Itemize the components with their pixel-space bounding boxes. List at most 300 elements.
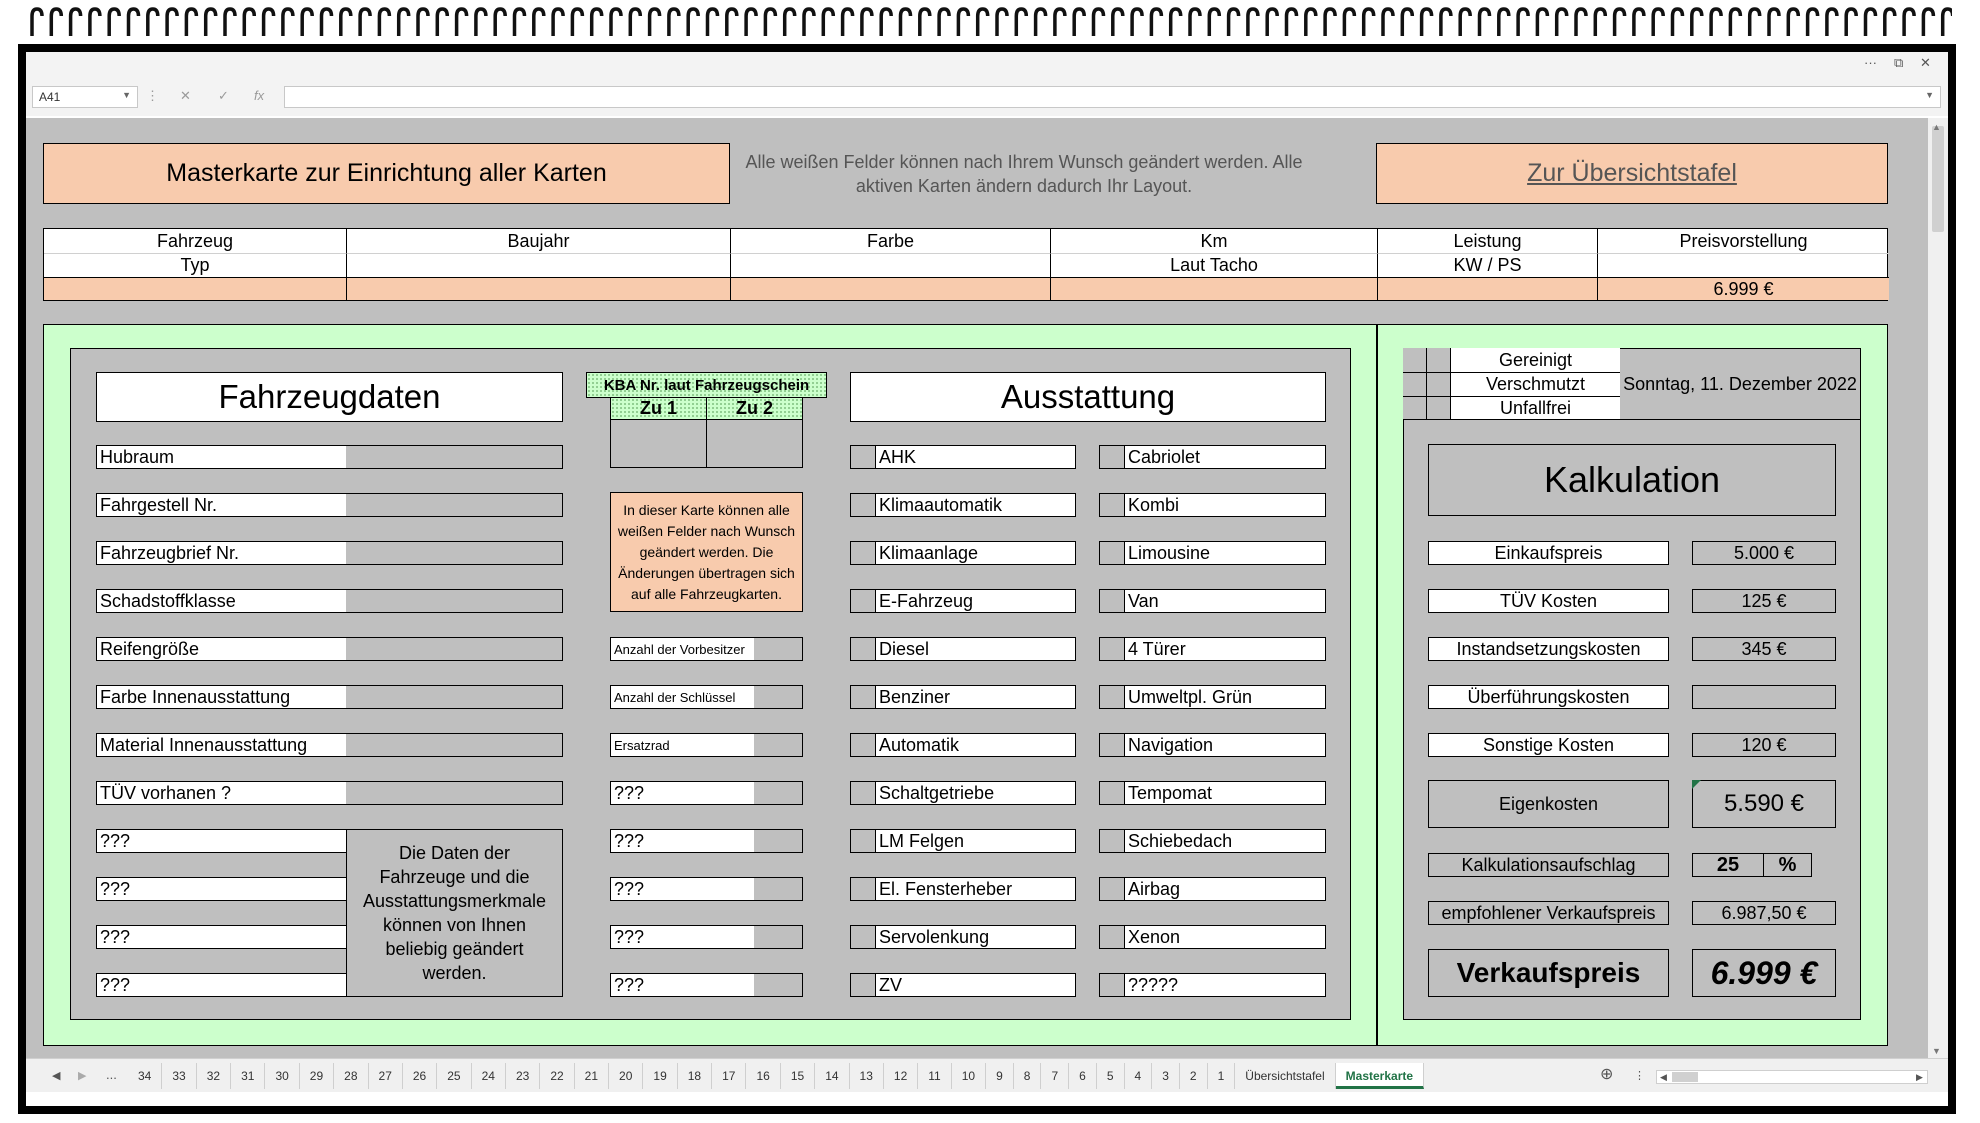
kba-col1-value[interactable] xyxy=(610,420,707,468)
summary-cell: Farbe xyxy=(730,229,1050,253)
more-options-icon[interactable]: ··· xyxy=(1864,55,1877,70)
sheet-tab[interactable]: 14 xyxy=(815,1063,849,1089)
restore-window-icon[interactable]: ⧉ xyxy=(1894,55,1904,70)
sheet-tab[interactable]: 33 xyxy=(162,1063,196,1089)
spiral-ring xyxy=(1518,9,1528,36)
spiral-ring xyxy=(881,9,891,36)
sheet-tab[interactable]: 24 xyxy=(472,1063,506,1089)
spiral-ring xyxy=(360,9,370,36)
kba-row-label[interactable]: ??? xyxy=(610,973,755,997)
feature-label[interactable]: Van xyxy=(1124,589,1326,613)
sheet-tab[interactable]: 22 xyxy=(540,1063,574,1089)
feature-label[interactable]: ZV xyxy=(875,973,1076,997)
spiral-ring xyxy=(804,9,814,36)
sheet-tab[interactable]: 28 xyxy=(334,1063,368,1089)
fahrzeugdaten-value[interactable] xyxy=(346,445,563,469)
feature-label[interactable]: Servolenkung xyxy=(875,925,1076,949)
sheet-tab[interactable]: 31 xyxy=(231,1063,265,1089)
spiral-ring xyxy=(1441,9,1451,36)
spiral-ring xyxy=(1750,9,1760,36)
summary-cell: Fahrzeug xyxy=(156,230,234,251)
spiral-ring xyxy=(148,9,158,36)
spiral-ring xyxy=(495,9,505,36)
kba-row-label[interactable]: Anzahl der Vorbesitzer xyxy=(610,637,755,661)
feature-label[interactable]: AHK xyxy=(875,445,1076,469)
kba-row-label[interactable]: ??? xyxy=(610,925,755,949)
summary-table xyxy=(43,228,1888,301)
status-label[interactable]: Gereinigt xyxy=(1451,348,1620,372)
spiral-ring xyxy=(1730,9,1740,36)
spiral-ring xyxy=(1325,9,1335,36)
sheet-tab[interactable]: 17 xyxy=(712,1063,746,1089)
spiral-ring xyxy=(167,9,177,36)
spiral-ring xyxy=(1711,9,1721,36)
feature-checkbox[interactable] xyxy=(850,973,876,997)
name-box-value: A41 xyxy=(39,90,61,104)
next-sheet-icon[interactable]: ▶ xyxy=(78,1070,87,1082)
summary-cell: Baujahr xyxy=(346,229,730,253)
sheet-tab[interactable]: 34 xyxy=(128,1063,162,1089)
more-sheets-button[interactable]: ... xyxy=(106,1067,117,1082)
fahrzeugdaten-extra-label[interactable]: ??? xyxy=(96,973,347,997)
feature-checkbox[interactable] xyxy=(1099,445,1125,469)
spiral-ring xyxy=(1074,9,1084,36)
spiral-ring xyxy=(1113,9,1123,36)
sheet-tab[interactable]: 9 xyxy=(986,1063,1014,1089)
spiral-ring xyxy=(206,9,216,36)
spiral-ring xyxy=(785,9,795,36)
kba-row-value[interactable] xyxy=(754,973,803,997)
fahrzeugdaten-label[interactable]: Schadstoffklasse xyxy=(96,589,347,613)
feature-checkbox[interactable] xyxy=(1099,733,1125,757)
summary-cell[interactable] xyxy=(730,277,1050,300)
kba-row-value[interactable] xyxy=(754,925,803,949)
sheet-tab[interactable]: 23 xyxy=(506,1063,540,1089)
spiral-ring xyxy=(1055,9,1065,36)
spiral-ring xyxy=(592,9,602,36)
sheet-tab[interactable]: 29 xyxy=(300,1063,334,1089)
feature-label[interactable]: Cabriolet xyxy=(1124,445,1326,469)
spiral-ring xyxy=(1673,9,1683,36)
sheet-tab[interactable]: 4 xyxy=(1125,1063,1153,1089)
fahrzeugdaten-value[interactable] xyxy=(346,589,563,613)
close-window-icon[interactable]: ✕ xyxy=(1920,55,1931,70)
spiral-ring xyxy=(765,9,775,36)
spiral-ring xyxy=(688,9,698,36)
spiral-ring xyxy=(71,9,81,36)
feature-label[interactable]: Klimaautomatik xyxy=(875,493,1076,517)
feature-checkbox[interactable] xyxy=(1099,685,1125,709)
kalkulation-label[interactable]: TÜV Kosten xyxy=(1428,589,1669,613)
verkaufspreis-value: 6.999 € xyxy=(1692,949,1836,997)
fahrzeugdaten-label[interactable]: TÜV vorhanen ? xyxy=(96,781,347,805)
summary-cell[interactable]: 6.999 € xyxy=(1597,277,1889,300)
cancel-icon[interactable]: ✕ xyxy=(180,88,191,103)
empfohlen-value: 6.987,50 € xyxy=(1692,901,1836,925)
kalkulation-value[interactable] xyxy=(1692,685,1836,709)
sheet-tab[interactable]: 16 xyxy=(746,1063,780,1089)
spiral-ring xyxy=(611,9,621,36)
summary-cell[interactable] xyxy=(44,277,346,300)
fahrzeugdaten-value[interactable] xyxy=(346,637,563,661)
fahrzeugdaten-label[interactable]: Material Innenausstattung xyxy=(96,733,347,757)
kalkulation-label[interactable]: Überführungskosten xyxy=(1428,685,1669,709)
feature-label[interactable]: 4 Türer xyxy=(1124,637,1326,661)
summary-cell: Preisvorstellung xyxy=(1597,229,1889,253)
spiral-ring xyxy=(862,9,872,36)
aufschlag-label: Kalkulationsaufschlag xyxy=(1428,853,1669,877)
fahrzeugdaten-extra-label[interactable]: ??? xyxy=(96,925,347,949)
status-label[interactable]: Unfallfrei xyxy=(1451,396,1620,419)
spiral-ring xyxy=(90,9,100,36)
summary-cell: Leistung xyxy=(1377,229,1597,253)
sheet-tabs xyxy=(128,1063,1424,1089)
fahrzeugdaten-value[interactable] xyxy=(346,493,563,517)
spiral-ring xyxy=(939,9,949,36)
spiral-ring xyxy=(1229,9,1239,36)
kba-row-label[interactable]: ??? xyxy=(610,781,755,805)
more-options-icon: ⋮ xyxy=(1634,1070,1645,1082)
feature-checkbox[interactable] xyxy=(1099,541,1125,565)
fahrzeugdaten-label[interactable]: Reifengröße xyxy=(96,637,347,661)
eigenkosten-label: Eigenkosten xyxy=(1428,780,1669,828)
sheet-tab[interactable]: 7 xyxy=(1041,1063,1069,1089)
summary-cell[interactable] xyxy=(1050,277,1377,300)
status-marker-cell xyxy=(1403,348,1427,372)
sheet-tab[interactable]: 21 xyxy=(575,1063,609,1089)
feature-checkbox[interactable] xyxy=(1099,877,1125,901)
spiral-ring xyxy=(1769,9,1779,36)
sheet-tab[interactable]: 26 xyxy=(403,1063,437,1089)
feature-label[interactable]: Automatik xyxy=(875,733,1076,757)
sheet-tab[interactable]: 13 xyxy=(850,1063,884,1089)
feature-label[interactable]: LM Felgen xyxy=(875,829,1076,853)
feature-label[interactable]: E-Fahrzeug xyxy=(875,589,1076,613)
spiral-ring xyxy=(1364,9,1374,36)
kba-row-label[interactable]: ??? xyxy=(610,877,755,901)
chevron-down-icon[interactable]: ▼ xyxy=(1925,90,1934,100)
feature-checkbox[interactable] xyxy=(850,829,876,853)
verkaufspreis-label: Verkaufspreis xyxy=(1428,949,1669,997)
fahrzeugdaten-value[interactable] xyxy=(346,685,563,709)
spiral-ring xyxy=(1595,9,1605,36)
spiral-ring xyxy=(1306,9,1316,36)
summary-cell[interactable] xyxy=(346,277,730,300)
spiral-ring xyxy=(1344,9,1354,36)
feature-label[interactable]: Kombi xyxy=(1124,493,1326,517)
vertical-scroll-thumb[interactable] xyxy=(1932,126,1944,232)
spiral-ring xyxy=(958,9,968,36)
spiral-ring xyxy=(843,9,853,36)
feature-label[interactable]: Limousine xyxy=(1124,541,1326,565)
summary-cell[interactable] xyxy=(1377,277,1597,300)
kalkulation-label[interactable]: Instandsetzungskosten xyxy=(1428,637,1669,661)
spiral-ring xyxy=(1267,9,1277,36)
fahrzeugdaten-note: Die Daten der Fahrzeuge und die Ausstattungsmerkmale können von Ihnen beliebig geändert werden. xyxy=(346,829,563,997)
spiral-ring xyxy=(302,9,312,36)
spiral-ring xyxy=(1846,9,1856,36)
spiral-ring xyxy=(264,9,274,36)
spiral-ring xyxy=(476,9,486,36)
spiral-ring xyxy=(1904,9,1914,36)
spiral-ring xyxy=(109,9,119,36)
spiral-ring xyxy=(669,9,679,36)
feature-checkbox[interactable] xyxy=(850,493,876,517)
kba-row-value[interactable] xyxy=(754,829,803,853)
overview-link[interactable]: Zur Übersichtstafel xyxy=(1376,143,1888,204)
feature-label[interactable]: Tempomat xyxy=(1124,781,1326,805)
feature-label[interactable]: Schiebedach xyxy=(1124,829,1326,853)
kba-row-label[interactable]: ??? xyxy=(610,829,755,853)
feature-label[interactable]: Xenon xyxy=(1124,925,1326,949)
status-label[interactable]: Verschmutzt xyxy=(1451,372,1620,396)
spiral-ring xyxy=(1460,9,1470,36)
summary-cell: KW / PS xyxy=(1377,253,1597,277)
feature-label[interactable]: Diesel xyxy=(875,637,1076,661)
spiral-ring xyxy=(1190,9,1200,36)
spiral-ring xyxy=(1094,9,1104,36)
panel-divider xyxy=(1376,324,1378,1046)
status-checkbox[interactable] xyxy=(1427,348,1451,372)
spiral-ring xyxy=(1692,9,1702,36)
sheet-tab[interactable]: 20 xyxy=(609,1063,643,1089)
instruction-note: Alle weißen Felder können nach Ihrem Wunsch geändert werden. Alle aktiven Karten ändern dadurch Ihr Layout. xyxy=(745,152,1303,196)
spiral-ring xyxy=(1499,9,1509,36)
spiral-ring xyxy=(379,9,389,36)
summary-cell: Typ xyxy=(44,253,346,277)
feature-checkbox[interactable] xyxy=(1099,973,1125,997)
date-display: Sonntag, 11. Dezember 2022 xyxy=(1619,348,1861,420)
fahrzeugdaten-value[interactable] xyxy=(346,541,563,565)
spiral-ring xyxy=(823,9,833,36)
sheet-tab[interactable]: 6 xyxy=(1069,1063,1097,1089)
spiral-binding xyxy=(28,6,1952,40)
spiral-ring xyxy=(978,9,988,36)
sheet-tab[interactable]: 11 xyxy=(918,1063,951,1089)
spiral-ring xyxy=(399,9,409,36)
sheet-tab[interactable]: 5 xyxy=(1097,1063,1125,1089)
kba-title: KBA Nr. laut Fahrzeugschein xyxy=(586,372,827,398)
spiral-ring xyxy=(244,9,254,36)
sheet-tab[interactable]: 30 xyxy=(265,1063,299,1089)
feature-checkbox[interactable] xyxy=(850,445,876,469)
feature-label[interactable]: ????? xyxy=(1124,973,1326,997)
spiral-ring xyxy=(572,9,582,36)
spiral-ring xyxy=(1885,9,1895,36)
aufschlag-value[interactable]: 25 xyxy=(1692,853,1764,877)
spiral-ring xyxy=(1402,9,1412,36)
spiral-ring xyxy=(553,9,563,36)
more-options-icon: ⋮ xyxy=(146,88,159,103)
sheet-tab[interactable]: 1 xyxy=(1208,1063,1236,1089)
sheet-tab[interactable]: 10 xyxy=(952,1063,986,1089)
status-marker-cell xyxy=(1403,372,1427,396)
spiral-ring xyxy=(901,9,911,36)
add-sheet-icon[interactable]: ⊕ xyxy=(1600,1066,1614,1083)
spiral-ring xyxy=(51,9,61,36)
fahrzeugdaten-label[interactable]: Hubraum xyxy=(96,445,347,469)
kalkulation-value[interactable]: 5.000 € xyxy=(1692,541,1836,565)
sheet-tab[interactable]: Übersichtstafel xyxy=(1235,1063,1335,1089)
feature-checkbox[interactable] xyxy=(850,733,876,757)
fahrzeugdaten-label[interactable]: Fahrzeugbrief Nr. xyxy=(96,541,347,565)
chevron-down-icon[interactable]: ▼ xyxy=(122,90,131,100)
sheet-tab[interactable]: 2 xyxy=(1180,1063,1208,1089)
kba-col1-header: Zu 1 xyxy=(610,398,707,420)
summary-cell: Laut Tacho xyxy=(1050,253,1377,277)
fahrzeugdaten-value[interactable] xyxy=(346,781,563,805)
spiral-ring xyxy=(1248,9,1258,36)
cell-comment-marker xyxy=(1692,780,1701,789)
kalkulation-value[interactable]: 120 € xyxy=(1692,733,1836,757)
kalkulation-value[interactable]: 125 € xyxy=(1692,589,1836,613)
feature-checkbox[interactable] xyxy=(1099,493,1125,517)
sheet-tab[interactable]: 15 xyxy=(781,1063,815,1089)
feature-checkbox[interactable] xyxy=(1099,637,1125,661)
feature-label[interactable]: Klimaanlage xyxy=(875,541,1076,565)
spiral-ring xyxy=(727,9,737,36)
spiral-ring xyxy=(1557,9,1567,36)
spiral-ring xyxy=(341,9,351,36)
page-title: Masterkarte zur Einrichtung aller Karten xyxy=(43,143,730,204)
spiral-ring xyxy=(437,9,447,36)
scroll-down-icon[interactable]: ▼ xyxy=(1932,1046,1941,1056)
summary-cell: Km xyxy=(1050,229,1377,253)
spiral-ring xyxy=(1383,9,1393,36)
sheet-tab[interactable]: 25 xyxy=(437,1063,471,1089)
spiral-ring xyxy=(1480,9,1490,36)
spiral-ring xyxy=(1171,9,1181,36)
fahrzeugdaten-label[interactable]: Farbe Innenausstattung xyxy=(96,685,347,709)
feature-checkbox[interactable] xyxy=(850,925,876,949)
fahrzeugdaten-title: Fahrzeugdaten xyxy=(96,372,563,422)
summary-cell xyxy=(1597,253,1889,277)
spiral-ring xyxy=(515,9,525,36)
sheet-tab[interactable]: 27 xyxy=(369,1063,403,1089)
spiral-ring xyxy=(1653,9,1663,36)
spiral-ring xyxy=(418,9,428,36)
ausstattung-title: Ausstattung xyxy=(850,372,1326,422)
sheet-tab[interactable]: Masterkarte xyxy=(1336,1063,1424,1089)
feature-label[interactable]: Airbag xyxy=(1124,877,1326,901)
feature-checkbox[interactable] xyxy=(850,541,876,565)
spiral-ring xyxy=(1132,9,1142,36)
fahrzeugdaten-value[interactable] xyxy=(346,733,563,757)
feature-label[interactable]: Benziner xyxy=(875,685,1076,709)
status-checkbox[interactable] xyxy=(1427,396,1451,419)
prev-sheet-icon[interactable]: ◀ xyxy=(52,1070,61,1082)
kba-row-value[interactable] xyxy=(754,685,803,709)
fahrzeugdaten-extra-label[interactable]: ??? xyxy=(96,829,347,853)
excel-titlebar xyxy=(26,52,1948,80)
kba-row-value[interactable] xyxy=(754,781,803,805)
sheet-tab[interactable]: 3 xyxy=(1152,1063,1180,1089)
spiral-ring xyxy=(746,9,756,36)
spiral-ring xyxy=(1036,9,1046,36)
fahrzeugdaten-label[interactable]: Fahrgestell Nr. xyxy=(96,493,347,517)
kba-row-label[interactable]: Anzahl der Schlüssel xyxy=(610,685,755,709)
feature-checkbox[interactable] xyxy=(850,781,876,805)
name-box[interactable] xyxy=(32,86,138,108)
feature-label[interactable]: Umweltpl. Grün xyxy=(1124,685,1326,709)
sheet-tab[interactable]: 19 xyxy=(643,1063,677,1089)
feature-label[interactable]: Navigation xyxy=(1124,733,1326,757)
feature-checkbox[interactable] xyxy=(1099,589,1125,613)
spiral-ring xyxy=(32,9,42,36)
spiral-ring xyxy=(322,9,332,36)
kba-col2-value[interactable] xyxy=(706,420,803,468)
spiral-ring xyxy=(1808,9,1818,36)
formula-input[interactable] xyxy=(284,86,1941,108)
spiral-ring xyxy=(534,9,544,36)
check-icon[interactable]: ✓ xyxy=(218,88,229,103)
sheet-tab[interactable]: 18 xyxy=(678,1063,712,1089)
spiral-ring xyxy=(920,9,930,36)
spiral-ring xyxy=(1634,9,1644,36)
feature-checkbox[interactable] xyxy=(1099,829,1125,853)
spiral-ring xyxy=(1943,9,1952,36)
horizontal-scroll-thumb[interactable] xyxy=(1672,1072,1698,1082)
vertical-scrollbar[interactable] xyxy=(1928,118,1948,1058)
sheet-tab[interactable]: 32 xyxy=(197,1063,231,1089)
scroll-right-icon[interactable]: ▶ xyxy=(1916,1072,1923,1082)
sheet-tab[interactable]: 8 xyxy=(1014,1063,1042,1089)
feature-checkbox[interactable] xyxy=(850,877,876,901)
feature-checkbox[interactable] xyxy=(1099,781,1125,805)
kba-row-value[interactable] xyxy=(754,877,803,901)
spiral-ring xyxy=(1615,9,1625,36)
spiral-ring xyxy=(1788,9,1798,36)
kalkulation-title: Kalkulation xyxy=(1428,444,1836,516)
spiral-ring xyxy=(1016,9,1026,36)
fahrzeugdaten-extra-label[interactable]: ??? xyxy=(96,877,347,901)
kalkulation-value[interactable]: 345 € xyxy=(1692,637,1836,661)
spiral-ring xyxy=(1923,9,1933,36)
summary-cell xyxy=(730,253,1050,277)
spiral-ring xyxy=(1827,9,1837,36)
kba-row-label[interactable]: Ersatzrad xyxy=(610,733,755,757)
status-checkbox[interactable] xyxy=(1427,372,1451,396)
function-icon[interactable]: fx xyxy=(254,88,265,103)
sheet-tab[interactable]: 12 xyxy=(884,1063,918,1089)
feature-checkbox[interactable] xyxy=(850,685,876,709)
kba-row-value[interactable] xyxy=(754,733,803,757)
feature-checkbox[interactable] xyxy=(850,637,876,661)
spiral-ring xyxy=(708,9,718,36)
feature-checkbox[interactable] xyxy=(1099,925,1125,949)
spiral-ring xyxy=(630,9,640,36)
kba-row-value[interactable] xyxy=(754,637,803,661)
summary-cell xyxy=(346,253,730,277)
scroll-up-icon[interactable]: ▲ xyxy=(1932,122,1941,132)
kba-note: In dieser Karte können alle weißen Felder nach Wunsch geändert werden. Die Änderungen übertragen sich auf alle Fahrzeugkarten. xyxy=(610,492,803,612)
feature-checkbox[interactable] xyxy=(850,589,876,613)
feature-label[interactable]: El. Fensterheber xyxy=(875,877,1076,901)
kba-col2-header: Zu 2 xyxy=(706,398,803,420)
feature-label[interactable]: Schaltgetriebe xyxy=(875,781,1076,805)
status-marker-cell xyxy=(1403,396,1427,419)
kalkulation-label[interactable]: Sonstige Kosten xyxy=(1428,733,1669,757)
spiral-ring xyxy=(129,9,139,36)
spiral-ring xyxy=(1537,9,1547,36)
spiral-ring xyxy=(1287,9,1297,36)
spiral-ring xyxy=(997,9,1007,36)
kalkulation-label[interactable]: Einkaufspreis xyxy=(1428,541,1669,565)
spiral-ring xyxy=(650,9,660,36)
spiral-ring xyxy=(1866,9,1876,36)
scroll-left-icon[interactable]: ◀ xyxy=(1660,1072,1667,1082)
spiral-ring xyxy=(1422,9,1432,36)
